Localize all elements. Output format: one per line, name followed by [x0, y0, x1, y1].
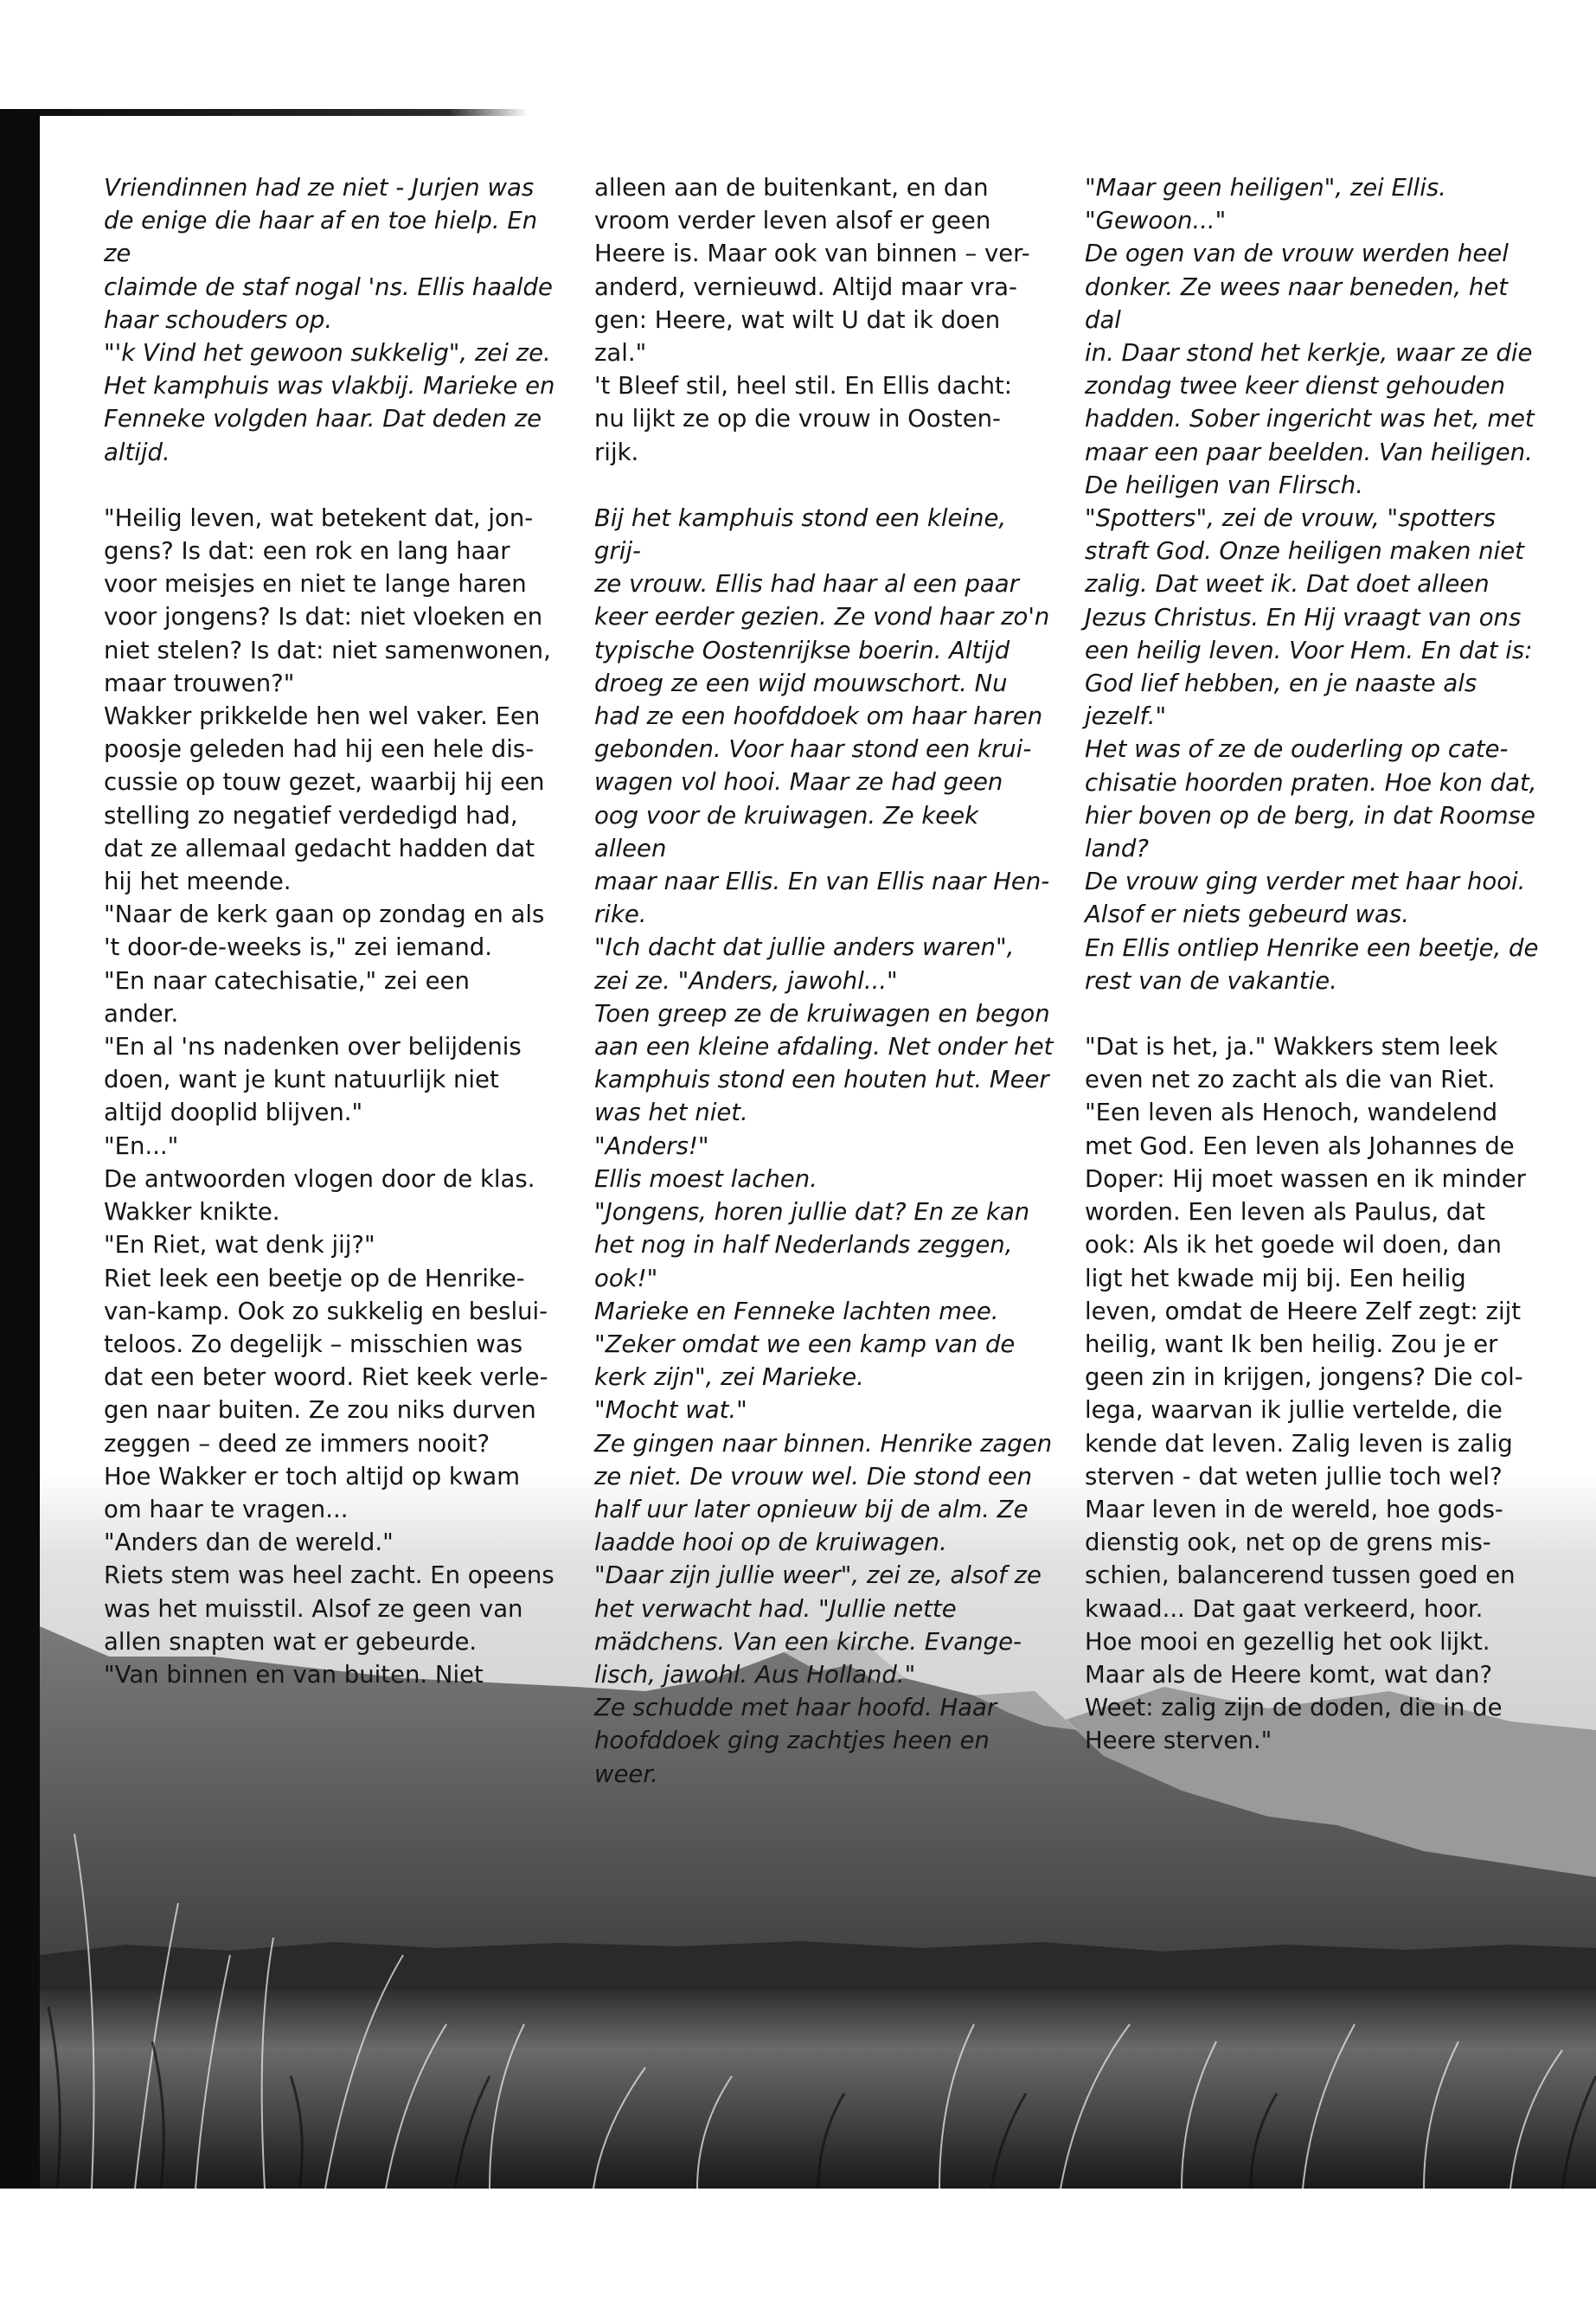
page-top-margin	[0, 0, 1596, 111]
column2-paragraph-2: Bij het kamphuis stond een kleine, grij- ze vrouw. Ellis had haar al een paar keer eerder gezien. Ze vond haar zo'n typische Oostenrijkse boerin. Altijd droeg ze een wijd mouwschort. Nu had ze een hoofddoek om haar haren gebonden. Voor haar stond een krui- wagen vol hooi. Maar ze had geen oog voor de kruiwagen. Ze keek alleen maar naar Ellis. En van Ellis naar Hen- rike. "Ich dacht dat jullie anders waren", zei ze. "Anders, jawohl..." Toen greep ze de kruiwagen en begon aan een kleine afdaling. Net onder het kamphuis stond een houten hut. Meer was het niet. "Anders!" Ellis moest lachen. "Jongens, horen jullie dat? En ze kan het nog in half Nederlands zeggen, ook!" Marieke en Fenneke lachten mee. "Zeker omdat we een kamp van de kerk zijn", zei Marieke. "Mocht wat." Ze gingen naar binnen. Henrike zagen ze niet. De vrouw wel. Die stond een half uur later opnieuw bij de alm. Ze laadde hooi op de kruiwagen. "Daar zijn jullie weer", zei ze, alsof ze het verwacht had. "Jullie nette mädchens. Van een kirche. Evange- lisch, jawohl. Aus Holland." Ze schudde met haar hoofd. Haar hoofddoek ging zachtjes heen en weer.	[594, 503, 1054, 1788]
text-column-3	[1085, 171, 1548, 1758]
text-column-2	[594, 171, 1057, 1791]
text-column-1	[104, 171, 567, 1691]
top-scan-edge	[0, 109, 528, 116]
left-scan-edge	[0, 111, 40, 2189]
paragraph-gap	[1085, 997, 1548, 1030]
column1-paragraph-1: Vriendinnen had ze niet - Jurjen was de enige die haar af en toe hielp. En ze claimde de staf nogal 'ns. Ellis haalde haar schouders op. "'k Vind het gewoon sukkelig", zei ze. Het kamphuis was vlakbij. Marieke en Fenneke volgden haar. Dat deden ze altijd.	[104, 174, 555, 466]
paragraph-gap	[594, 469, 1057, 502]
column2-paragraph-1: alleen aan de buitenkant, en dan vroom verder leven alsof er geen Heere is. Maar ook van binnen – ver- anderd, vernieuwd. Altijd maar vra- gen: Heere, wat wilt U dat ik doen zal." 't Bleef stil, heel stil. En Ellis dacht: nu lijkt ze op die vrouw in Oosten- rijk.	[594, 174, 1030, 466]
column1-paragraph-2: "Heilig leven, wat betekent dat, jon- gens? Is dat: een rok en lang haar voor meisjes en niet te lange haren voor jongens? Is dat: niet vloeken en niet stelen? Is dat: niet samenwonen, maar trouwen?" Wakker prikkelde hen wel vaker. Een poosje geleden had hij een hele dis- cussie op touw gezet, waarbij hij een stelling zo negatief verdedigd had, dat ze allemaal gedacht hadden dat hij het meende. "Naar de kerk gaan op zondag en als 't door-de-weeks is," zei iemand. "En naar catechisatie," zei een ander. "En al 'ns nadenken over belijdenis doen, want je kunt natuurlijk niet altijd dooplid blijven." "En..." De antwoorden vlogen door de klas. Wakker knikte. "En Riet, wat denk jij?" Riet leek een beetje op de Henrike- van-kamp. Ook zo sukkelig en beslui- teloos. Zo degelijk – misschien was dat een beter woord. Riet keek verle- gen naar buiten. Ze zou niks durven zeggen – deed ze immers nooit? Hoe Wakker er toch altijd op kwam om haar te vragen... "Anders dan de wereld." Riets stem was heel zacht. En opeens was het muisstil. Alsof ze geen van allen snapten wat er gebeurde. "Van binnen en van buiten. Niet	[104, 503, 554, 1689]
column3-paragraph-2: "Dat is het, ja." Wakkers stem leek even net zo zacht als die van Riet. "Een leven als Henoch, wandelend met God. Een leven als Johannes de Doper: Hij moet wassen en ik minder worden. Een leven als Paulus, dat ook: Als ik het goede wil doen, dan ligt het kwade mij bij. Een heilig leven, omdat de Heere Zelf zegt: zijt heilig, want Ik ben heilig. Zou je er geen zin in krijgen, jongens? Die col- lega, waarvan ik jullie vertelde, die kende dat leven. Zalig leven is zalig sterven - dat weten jullie toch wel? Maar leven in de wereld, hoe gods- dienstig ook, net op de grens mis- schien, balancerend tussen goed en kwaad... Dat gaat verkeerd, hoor. Hoe mooi en gezellig het ook lijkt. Maar als de Heere komt, wat dan? Weet: zalig zijn de doden, die in de Heere sterven."	[1085, 1033, 1526, 1755]
page-bottom-margin	[0, 2189, 1596, 2301]
column3-paragraph-1: "Maar geen heiligen", zei Ellis. "Gewoon..." De ogen van de vrouw werden heel donker. Ze wees naar beneden, het dal in. Daar stond het kerkje, waar ze die zondag twee keer dienst gehouden hadden. Sober ingericht was het, met maar een paar beelden. Van heiligen. De heiligen van Flirsch. "Spotters", zei de vrouw, "spotters straft God. Onze heiligen maken niet zalig. Dat weet ik. Dat doet alleen Jezus Christus. En Hij vraagt van ons een heilig leven. Voor Hem. En dat is: God lief hebben, en je naaste als jezelf." Het was of ze de ouderling op cate- chisatie hoorden praten. Hoe kon dat, hier boven op de berg, in dat Roomse land? De vrouw ging verder met haar hooi. Alsof er niets gebeurd was. En Ellis ontliep Henrike een beetje, de rest van de vakantie.	[1085, 174, 1539, 995]
paragraph-gap	[104, 469, 567, 502]
